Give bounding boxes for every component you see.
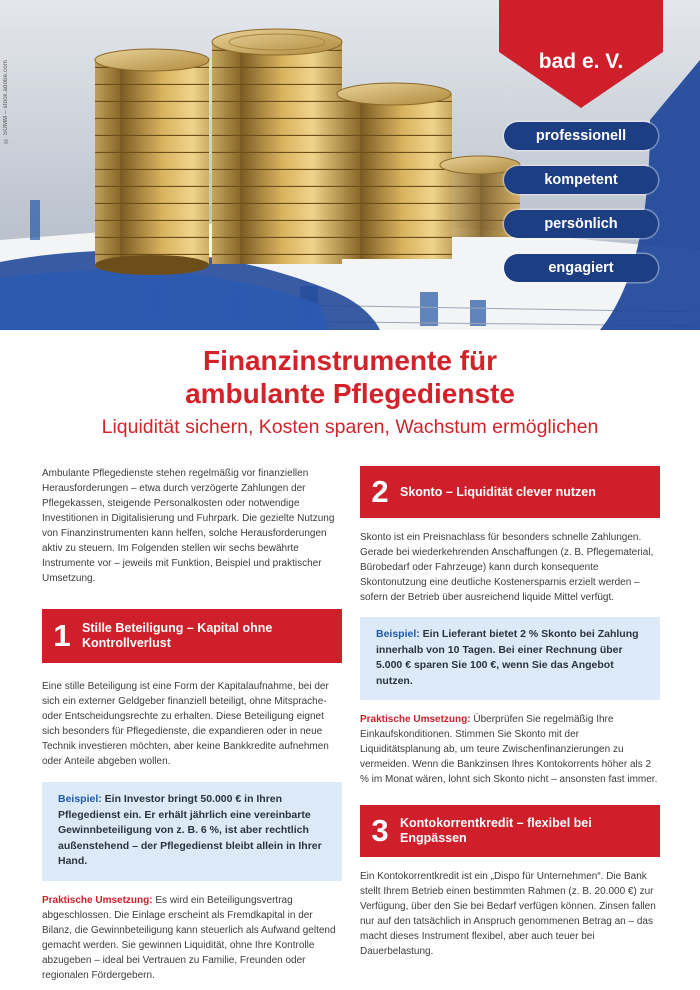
hero-banner xyxy=(0,0,700,330)
section-number: 1 xyxy=(53,618,71,653)
brand-logo xyxy=(497,0,665,110)
practical-text: Überprüfen Sie regelmäßig Ihre Einkaufskonditionen. Stimmen Sie Skonto mit der Liquiditätsplanung ab, um teure Zwischenfinanzierungen zu vermeiden. Wenn die Bankzinsen Ihres Kontokorrents höher als 2 % im Monat wären, lohnt sich Skonto nicht – ansonsten fast immer. xyxy=(360,714,658,785)
section-title: Kontokorrentkredit – flexibel bei Engpässen xyxy=(400,816,592,845)
tagline-persoenlich: persönlich xyxy=(504,210,658,238)
section-2-body: Skonto ist ein Preisnachlass für besonders schnelle Zahlungen. Gerade bei wiederkehrenden Anschaffungen (z. B. Pflegematerial, Bürobedarf oder Fahrzeuge) kann durch konsequente Skontonutzung eine deutliche Kostenersparnis erzielt werden – sofern der Betrieb über ausreichend liquide Mittel verfügt. xyxy=(360,532,654,603)
section-number: 3 xyxy=(371,813,389,848)
tagline-professionell: professionell xyxy=(504,122,658,150)
section-number: 2 xyxy=(371,474,389,509)
section-1-heading xyxy=(42,609,342,663)
tagline-kompetent: kompetent xyxy=(504,166,658,194)
section-title: Stille Beteiligung – Kapital ohne Kontrollverlust xyxy=(82,621,273,650)
example-text: Ein Investor bringt 50.000 € in Ihren Pflegedienst ein. Er erhält jährlich eine vereinbarte Gewinnbeteiligung von z. B. 6 %, ist aber rechtlich außenstehend – der Pflegedienst bleibt allein in Ihrer Hand. xyxy=(58,793,322,867)
example-text: Ein Lieferant bietet 2 % Skonto bei Zahlung innerhalb von 10 Tagen. Bei einer Rechnung über 5.000 € sparen Sie 100 €, wenn Sie das Angebot nutzen. xyxy=(376,628,639,687)
section-3-heading xyxy=(360,805,660,857)
section-1-body: Eine stille Beteiligung ist eine Form der Kapitalaufnahme, bei der sich ein externer Geldgeber finanziell beteiligt, ohne Mitsprache- oder Entscheidungsrechte zu erhalten. Diese Beteiligung eignet sich besonders für Pflegedienste, die expandieren oder in neue Technik investieren möchten, aber keine Bankkredite aufnehmen oder Anteile abgeben wollen. xyxy=(42,681,329,767)
intro-paragraph: Ambulante Pflegedienste stehen regelmäßig vor finanziellen Herausforderungen – etwa durch verzögerte Zahlungen der Pflegekassen, steigende Personalkosten oder notwendige Investitionen in Digitalisierung und Fuhrpark. Die gezielte Nutzung von Finanzinstrumenten kann helfen, solche Herausforderungen aktiv zu steuern. Im Folgenden stellen wir sechs bewährte Instrumente vor – jeweils mit Funktion, Beispiel und praktischer Umsetzung. xyxy=(42,468,335,584)
section-2-example xyxy=(360,617,660,700)
section-1-example xyxy=(42,782,342,881)
example-label: Beispiel: xyxy=(58,793,102,805)
section-1-practical xyxy=(42,893,342,983)
page-title xyxy=(0,344,700,410)
section-2-practical xyxy=(360,712,660,787)
title-line-2: ambulante Pflegedienste xyxy=(185,378,515,409)
section-3-body: Ein Kontokorrentkredit ist ein „Dispo für Unternehmen“. Die Bank stellt Ihrem Betrieb einen bestimmten Rahmen (z. B. 20.000 €) zur Verfügung, über den Sie bei Bedarf verfügen können. Zinsen fallen nur auf den tatsächlich in Anspruch genommenen Betrag an – das macht dieses Instrument flexibel, aber auch teuer bei Dauerbelastung. xyxy=(360,871,656,957)
brand-name: bad e. V. xyxy=(538,50,624,73)
example-label: Beispiel: xyxy=(376,628,420,640)
section-title: Skonto – Liquidität clever nutzen xyxy=(400,484,596,499)
practical-label: Praktische Umsetzung: xyxy=(42,894,153,906)
photo-credit: © SOMM – stock.adobe.com xyxy=(3,60,9,144)
practical-text: Es wird ein Beteiligungsvertrag abgeschlossen. Die Einlage erscheint als Fremdkapital in der Bilanz, die Gewinnbeteiligung kann steuerlich als Aufwand geltend gemacht werden. Sie gewinnen Liquidität, ohne Ihre Kontrolle abzugeben – ideal bei Vertrauen zu Familie, Freunden oder regionalen Fördergebern. xyxy=(42,894,336,981)
page-subtitle: Liquidität sichern, Kosten sparen, Wachstum ermöglichen xyxy=(101,416,599,438)
practical-label: Praktische Umsetzung: xyxy=(360,714,471,725)
left-column xyxy=(42,466,342,983)
tagline-engagiert: engagiert xyxy=(504,254,658,282)
section-2-heading xyxy=(360,466,660,518)
title-line-1: Finanzinstrumente für xyxy=(202,345,497,376)
right-column xyxy=(360,466,660,959)
